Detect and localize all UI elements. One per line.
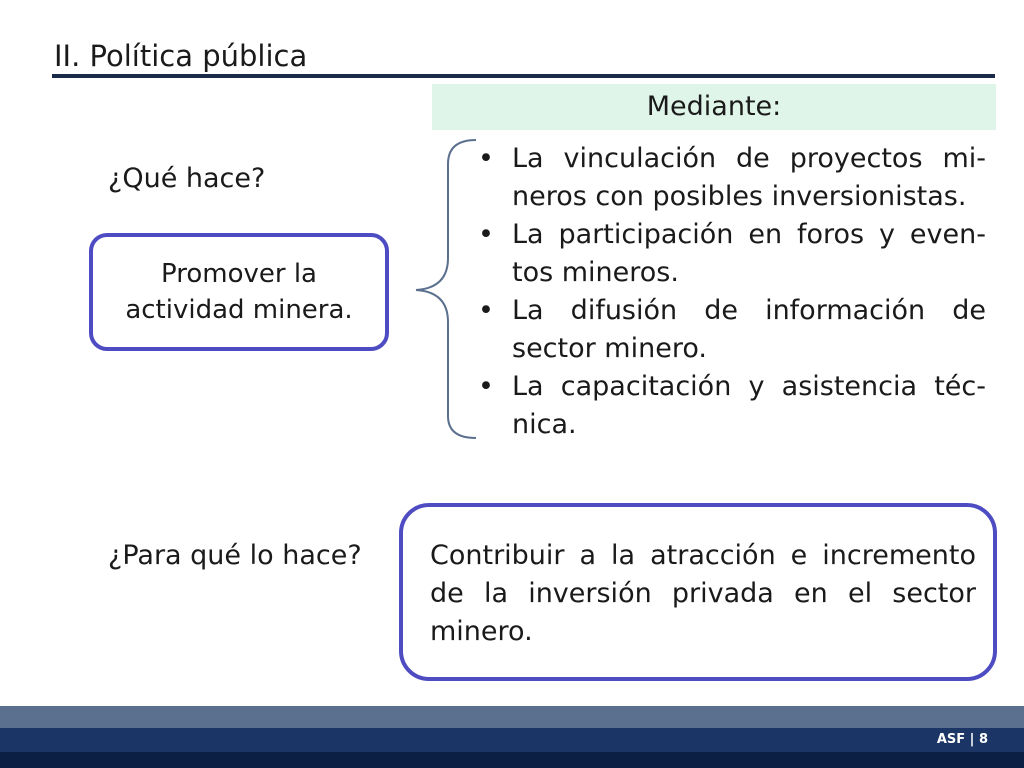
bullet-text: La capacitación y asistencia téc-nica. bbox=[512, 371, 986, 440]
bullet-dot: • bbox=[478, 295, 494, 326]
bullet-text: La difusión de información de sector minero. bbox=[512, 295, 986, 364]
purpose-box-text: Contribuir a la atracción e incremento de la inversión privada en el sector minero. bbox=[430, 540, 976, 647]
question-why: ¿Para qué lo hace? bbox=[108, 540, 362, 571]
bullet-dot: • bbox=[478, 143, 494, 174]
footer-band-light bbox=[0, 706, 1024, 728]
bullet-text: La participación en foros y even-tos mineros. bbox=[512, 219, 986, 288]
title-divider bbox=[52, 74, 995, 78]
promote-box-text: Promover la actividad minera. bbox=[125, 259, 353, 325]
footer-band-mid bbox=[0, 728, 1024, 752]
bullet-dot: • bbox=[478, 219, 494, 250]
bullet-list bbox=[478, 140, 986, 444]
bullet-dot: • bbox=[478, 371, 494, 402]
curly-brace-icon bbox=[410, 136, 480, 442]
footer-band-dark bbox=[0, 752, 1024, 768]
promote-box bbox=[89, 233, 389, 351]
list-item bbox=[478, 368, 986, 444]
slide-title: II. Política pública bbox=[54, 39, 308, 73]
question-what: ¿Qué hace? bbox=[108, 163, 266, 194]
list-item bbox=[478, 140, 986, 216]
bullet-text: La vinculación de proyectos mi-neros con posibles inversionistas. bbox=[512, 143, 986, 212]
mediante-header: Mediante: bbox=[432, 84, 996, 130]
list-item bbox=[478, 216, 986, 292]
list-item bbox=[478, 292, 986, 368]
footer-page-label: ASF | 8 bbox=[936, 732, 988, 747]
